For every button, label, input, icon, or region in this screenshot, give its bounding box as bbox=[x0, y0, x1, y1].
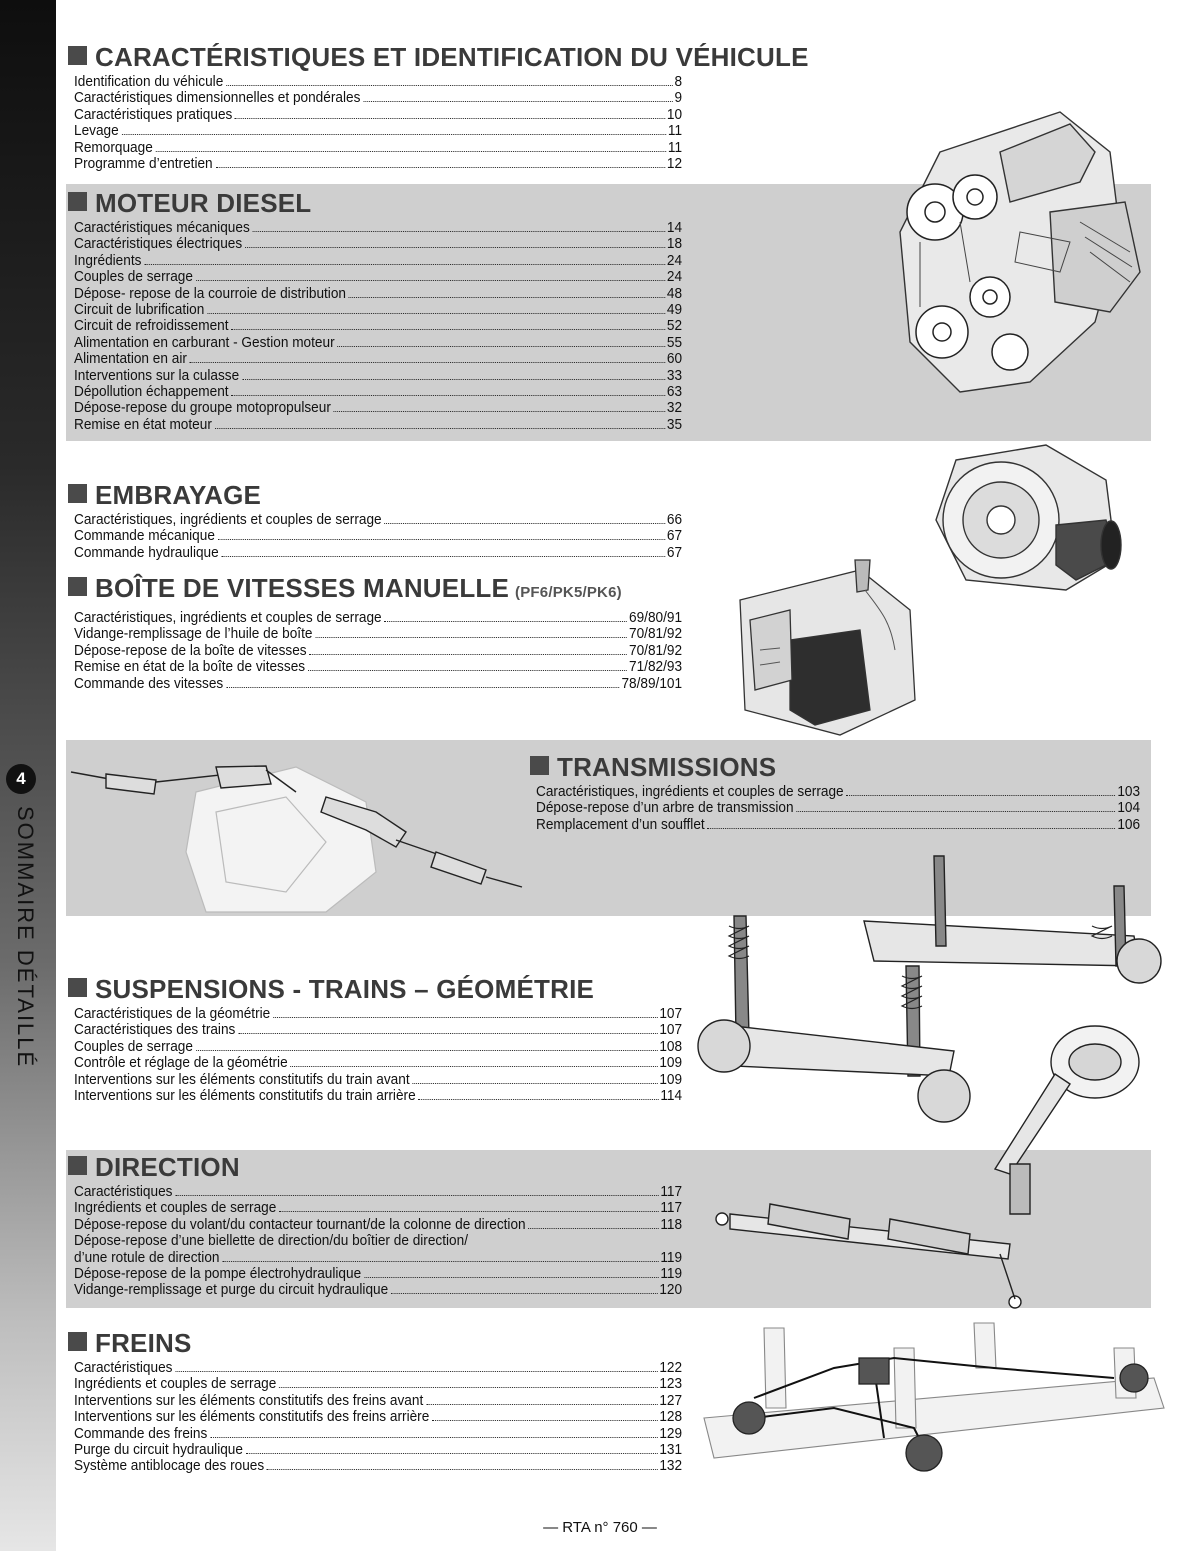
toc-entry bbox=[74, 643, 682, 659]
dot-leader bbox=[245, 247, 665, 248]
toc-entry-label: Interventions sur les éléments constitutifs du train arrière bbox=[74, 1087, 416, 1104]
toc-entry-page: 104 bbox=[1117, 800, 1141, 817]
dot-leader bbox=[222, 556, 666, 557]
dot-leader bbox=[226, 85, 673, 86]
toc-entry-page: 123 bbox=[659, 1376, 683, 1393]
toc-entry-label: Caractéristiques bbox=[74, 1184, 173, 1200]
toc-entry-label: Vidange-remplissage de l’huile de boîte bbox=[74, 626, 313, 643]
toc-entry bbox=[74, 220, 682, 236]
toc-entry-page: 14 bbox=[666, 220, 683, 236]
toc-list bbox=[74, 512, 682, 561]
toc-entry bbox=[74, 1376, 682, 1392]
dot-leader bbox=[190, 362, 665, 363]
toc-list bbox=[74, 610, 682, 692]
toc-entry-label: Circuit de refroidissement bbox=[74, 318, 229, 335]
toc-entry-page: 78/89/101 bbox=[621, 675, 683, 692]
toc-list bbox=[74, 1360, 682, 1475]
toc-entry bbox=[74, 417, 682, 433]
toc-entry bbox=[74, 676, 682, 692]
dot-leader bbox=[246, 1453, 658, 1454]
toc-entry-label: Alimentation en carburant - Gestion moteur bbox=[74, 334, 335, 351]
toc-entry-label: Remorquage bbox=[74, 139, 153, 156]
dot-leader bbox=[309, 654, 627, 655]
toc-entry bbox=[74, 1088, 682, 1104]
dot-leader bbox=[315, 637, 627, 638]
dot-leader bbox=[273, 1017, 657, 1018]
toc-entry bbox=[74, 384, 682, 400]
toc-entry bbox=[74, 156, 682, 172]
toc-entry-page: 107 bbox=[659, 1006, 683, 1022]
toc-entry bbox=[74, 1217, 682, 1233]
dot-leader bbox=[226, 687, 620, 688]
dot-leader bbox=[364, 1277, 658, 1278]
toc-entry-page: 11 bbox=[667, 123, 683, 140]
toc-entry-label: Circuit de lubrification bbox=[74, 301, 205, 318]
toc-entry-page: 67 bbox=[666, 544, 683, 561]
toc-entry-label: Levage bbox=[74, 123, 119, 140]
toc-entry-page: 119 bbox=[660, 1265, 683, 1282]
toc-entry-page: 109 bbox=[659, 1071, 683, 1088]
toc-entry-label: Dépose- repose de la courroie de distribution bbox=[74, 285, 347, 302]
toc-entry-label: d’une rotule de direction bbox=[74, 1249, 220, 1266]
toc-entry bbox=[74, 610, 682, 626]
dot-leader bbox=[349, 297, 665, 298]
toc-entry bbox=[74, 286, 682, 302]
bullet-square-icon bbox=[68, 484, 87, 503]
toc-entry-page: 120 bbox=[659, 1282, 683, 1299]
dot-leader bbox=[144, 264, 665, 265]
toc-entry bbox=[74, 236, 682, 252]
toc-entry-page: 32 bbox=[666, 400, 683, 417]
toc-list bbox=[74, 74, 682, 172]
toc-entry-page: 114 bbox=[660, 1087, 683, 1104]
dot-leader bbox=[196, 1050, 658, 1051]
toc-entry-page: 52 bbox=[666, 318, 683, 335]
toc-entry-label: Dépose-repose de la pompe électrohydraulique bbox=[74, 1265, 362, 1282]
toc-entry bbox=[74, 318, 682, 334]
toc-entry-page: 55 bbox=[666, 334, 683, 351]
toc-entry-page: 66 bbox=[666, 512, 683, 528]
dot-leader bbox=[796, 811, 1115, 812]
section-subtitle: (PF6/PK5/PK6) bbox=[515, 584, 622, 601]
toc-entry-label: Caractéristiques mécaniques bbox=[74, 220, 250, 236]
dot-leader bbox=[432, 1420, 657, 1421]
toc-entry-page: 12 bbox=[666, 155, 683, 172]
section-moteur bbox=[68, 188, 688, 433]
toc-entry-label: Caractéristiques, ingrédients et couples de serrage bbox=[74, 512, 382, 528]
dot-leader bbox=[207, 313, 665, 314]
dot-leader bbox=[384, 621, 627, 622]
toc-entry-label: Interventions sur les éléments constitutifs du train avant bbox=[74, 1071, 410, 1088]
dot-leader bbox=[267, 1469, 657, 1470]
toc-list bbox=[74, 220, 682, 433]
dot-leader bbox=[363, 101, 672, 102]
toc-entry-page: 10 bbox=[666, 106, 683, 123]
toc-entry-page: 128 bbox=[659, 1409, 683, 1426]
bullet-square-icon bbox=[68, 577, 87, 596]
toc-entry-label: Contrôle et réglage de la géométrie bbox=[74, 1055, 288, 1072]
dot-leader bbox=[215, 167, 665, 168]
toc-entry-label: Caractéristiques de la géométrie bbox=[74, 1006, 271, 1022]
toc-entry bbox=[74, 1360, 682, 1376]
toc-entry-page: 70/81/92 bbox=[629, 642, 683, 659]
bullet-square-icon bbox=[68, 978, 87, 997]
dot-leader bbox=[290, 1066, 657, 1067]
bullet-square-icon bbox=[68, 192, 87, 211]
sidebar-strip bbox=[0, 0, 56, 1551]
toc-entry-label: Identification du véhicule bbox=[74, 74, 224, 90]
toc-entry-label: Couples de serrage bbox=[74, 269, 193, 286]
toc-entry bbox=[74, 659, 682, 675]
toc-entry-page: 11 bbox=[667, 139, 683, 156]
toc-entry-label: Dépose-repose d’une biellette de direction/du boîtier de direction/ bbox=[74, 1233, 469, 1250]
toc-entry-label: Ingrédients et couples de serrage bbox=[74, 1200, 277, 1217]
clutch-illustration bbox=[926, 440, 1122, 596]
toc-entry-page: 132 bbox=[659, 1458, 683, 1475]
toc-entry-label: Commande des freins bbox=[74, 1425, 208, 1442]
toc-entry-label: Dépollution échappement bbox=[74, 383, 229, 400]
toc-entry-page: 131 bbox=[659, 1441, 683, 1458]
dot-leader bbox=[308, 670, 627, 671]
dot-leader bbox=[235, 118, 665, 119]
toc-entry bbox=[74, 302, 682, 318]
toc-entry-page: 63 bbox=[666, 383, 683, 400]
toc-entry-label: Ingrédients bbox=[74, 252, 142, 269]
dot-leader bbox=[334, 411, 665, 412]
section-title: DIRECTION bbox=[68, 1152, 708, 1182]
section-title: FREINS bbox=[68, 1328, 708, 1358]
toc-entry-page: 118 bbox=[660, 1216, 683, 1233]
dot-leader bbox=[242, 379, 665, 380]
toc-entry bbox=[74, 1266, 682, 1282]
toc-entry-label: Remise en état de la boîte de vitesses bbox=[74, 659, 306, 676]
section-title: MOTEUR DIESEL bbox=[68, 188, 688, 218]
toc-entry bbox=[74, 1282, 682, 1298]
toc-entry-page: 106 bbox=[1117, 816, 1141, 833]
section-transmissions bbox=[530, 752, 1150, 833]
engine-illustration bbox=[880, 92, 1150, 408]
toc-entry-label: Ingrédients et couples de serrage bbox=[74, 1376, 277, 1393]
dot-leader bbox=[222, 1261, 658, 1262]
section-title: TRANSMISSIONS bbox=[530, 752, 1150, 782]
dot-leader bbox=[337, 346, 665, 347]
toc-entry-page: 108 bbox=[659, 1038, 683, 1055]
toc-entry bbox=[74, 1442, 682, 1458]
toc-entry-page: 103 bbox=[1117, 784, 1141, 800]
toc-entry bbox=[74, 123, 682, 139]
toc-entry-label: Commande mécanique bbox=[74, 528, 215, 545]
toc-entry-label: Caractéristiques électriques bbox=[74, 236, 243, 253]
toc-list bbox=[74, 1184, 682, 1299]
section-embrayage bbox=[68, 480, 688, 561]
dot-leader bbox=[156, 151, 666, 152]
toc-entry-page: 129 bbox=[659, 1425, 683, 1442]
steering-illustration bbox=[710, 1014, 1150, 1314]
section-title: EMBRAYAGE bbox=[68, 480, 688, 510]
dot-leader bbox=[238, 1033, 657, 1034]
toc-entry-label: Interventions sur les éléments constitutifs des freins arrière bbox=[74, 1409, 430, 1426]
toc-entry-label: Caractéristiques, ingrédients et couples de serrage bbox=[74, 610, 382, 626]
toc-entry-page: 8 bbox=[674, 74, 683, 90]
gearbox-illustration bbox=[720, 550, 920, 738]
toc-entry-page: 70/81/92 bbox=[629, 626, 683, 643]
toc-entry bbox=[74, 1055, 682, 1071]
toc-entry-label: Caractéristiques bbox=[74, 1360, 173, 1376]
section-suspensions bbox=[68, 974, 708, 1104]
page-footer: — RTA n° 760 — bbox=[543, 1519, 657, 1536]
toc-entry-page: 117 bbox=[660, 1200, 683, 1217]
toc-entry-label: Purge du circuit hydraulique bbox=[74, 1441, 243, 1458]
page-number-badge: 4 bbox=[6, 764, 36, 794]
toc-entry-page: 33 bbox=[666, 367, 683, 384]
toc-entry bbox=[536, 800, 1140, 816]
section-freins bbox=[68, 1328, 708, 1475]
toc-entry bbox=[74, 1022, 682, 1038]
dot-leader bbox=[210, 1437, 657, 1438]
toc-entry bbox=[74, 1072, 682, 1088]
toc-entry bbox=[74, 1409, 682, 1425]
toc-entry-page: 117 bbox=[660, 1184, 683, 1200]
toc-entry-label: Commande hydraulique bbox=[74, 544, 219, 561]
toc-entry-page: 67 bbox=[666, 528, 683, 545]
toc-entry-label: Dépose-repose de la boîte de vitesses bbox=[74, 642, 307, 659]
toc-entry-label: Système antiblocage des roues bbox=[74, 1458, 265, 1475]
toc-entry-label: Interventions sur la culasse bbox=[74, 367, 240, 384]
toc-entry bbox=[74, 253, 682, 269]
toc-entry-page: 107 bbox=[659, 1022, 683, 1039]
toc-entry bbox=[536, 784, 1140, 800]
section-boite bbox=[68, 573, 708, 692]
section-caracteristiques bbox=[68, 42, 868, 172]
toc-entry bbox=[74, 368, 682, 384]
brakes-illustration bbox=[694, 1318, 1172, 1484]
toc-entry-page: 48 bbox=[666, 285, 683, 302]
dot-leader bbox=[391, 1293, 657, 1294]
toc-entry bbox=[74, 1426, 682, 1442]
toc-entry bbox=[74, 1393, 682, 1409]
toc-list bbox=[74, 1006, 682, 1104]
dot-leader bbox=[279, 1211, 658, 1212]
toc-entry-page: 69/80/91 bbox=[629, 610, 683, 626]
toc-entry-label: Commande des vitesses bbox=[74, 675, 224, 692]
toc-entry-page: 122 bbox=[659, 1360, 683, 1376]
toc-entry-label: Dépose-repose du volant/du contacteur tournant/de la colonne de direction bbox=[74, 1216, 526, 1233]
bullet-square-icon bbox=[68, 46, 87, 65]
toc-entry bbox=[74, 1250, 682, 1266]
dot-leader bbox=[175, 1195, 658, 1196]
bullet-square-icon bbox=[68, 1332, 87, 1351]
toc-entry-page: 18 bbox=[666, 236, 683, 253]
toc-entry bbox=[74, 351, 682, 367]
toc-entry bbox=[74, 107, 682, 123]
dot-leader bbox=[175, 1371, 657, 1372]
section-direction bbox=[68, 1152, 708, 1299]
bullet-square-icon bbox=[530, 756, 549, 775]
dot-leader bbox=[196, 280, 665, 281]
toc-entry-page: 35 bbox=[666, 416, 683, 433]
dot-leader bbox=[215, 428, 665, 429]
sidebar-title: SOMMAIRE DÉTAILLÉ bbox=[13, 806, 38, 1069]
toc-entry-label: Remplacement d’un soufflet bbox=[536, 816, 705, 833]
toc-entry-page: 24 bbox=[666, 252, 683, 269]
dot-leader bbox=[528, 1228, 658, 1229]
toc-entry-page: 71/82/93 bbox=[629, 659, 683, 676]
toc-entry-label: Dépose-repose d’un arbre de transmission bbox=[536, 800, 794, 817]
toc-entry bbox=[74, 1039, 682, 1055]
toc-entry bbox=[74, 90, 682, 106]
dot-leader bbox=[218, 539, 665, 540]
toc-entry-page: 109 bbox=[659, 1055, 683, 1072]
toc-entry-page: 119 bbox=[660, 1249, 683, 1266]
toc-entry bbox=[536, 817, 1140, 833]
toc-entry bbox=[74, 140, 682, 156]
toc-entry-label: Caractéristiques des trains bbox=[74, 1022, 236, 1039]
toc-entry bbox=[74, 528, 682, 544]
toc-entry-label: Caractéristiques dimensionnelles et pondérales bbox=[74, 90, 361, 107]
toc-entry bbox=[74, 1233, 682, 1249]
toc-entry bbox=[74, 74, 682, 90]
section-title: BOÎTE DE VITESSES MANUELLE (PF6/PK5/PK6) bbox=[68, 573, 708, 608]
toc-entry-label: Caractéristiques pratiques bbox=[74, 106, 233, 123]
toc-entry-label: Couples de serrage bbox=[74, 1038, 193, 1055]
section-title: CARACTÉRISTIQUES ET IDENTIFICATION DU VÉHICULE bbox=[68, 42, 868, 72]
driveshaft-illustration bbox=[66, 752, 526, 916]
toc-entry-page: 49 bbox=[666, 301, 683, 318]
toc-entry bbox=[74, 1184, 682, 1200]
toc-entry bbox=[74, 400, 682, 416]
toc-entry-label: Programme d’entretien bbox=[74, 155, 213, 172]
toc-entry-label: Remise en état moteur bbox=[74, 416, 212, 433]
toc-entry-label: Caractéristiques, ingrédients et couples de serrage bbox=[536, 784, 844, 800]
dot-leader bbox=[231, 395, 665, 396]
toc-entry-page: 24 bbox=[666, 269, 683, 286]
dot-leader bbox=[418, 1099, 658, 1100]
toc-entry-label: Vidange-remplissage et purge du circuit hydraulique bbox=[74, 1282, 389, 1299]
toc-entry bbox=[74, 545, 682, 561]
bullet-square-icon bbox=[68, 1156, 87, 1175]
dot-leader bbox=[279, 1387, 657, 1388]
toc-entry-label: Interventions sur les éléments constitutifs des freins avant bbox=[74, 1392, 424, 1409]
toc-list bbox=[536, 784, 1140, 833]
toc-entry bbox=[74, 1006, 682, 1022]
dot-leader bbox=[122, 134, 667, 135]
toc-entry bbox=[74, 1458, 682, 1474]
toc-entry bbox=[74, 512, 682, 528]
dot-leader bbox=[412, 1083, 657, 1084]
dot-leader bbox=[253, 231, 665, 232]
dot-leader bbox=[426, 1404, 657, 1405]
toc-entry-page: 60 bbox=[666, 351, 683, 368]
dot-leader bbox=[231, 329, 665, 330]
dot-leader bbox=[384, 523, 665, 524]
toc-entry-page: 9 bbox=[674, 90, 683, 107]
toc-entry bbox=[74, 1200, 682, 1216]
toc-entry bbox=[74, 335, 682, 351]
toc-entry-label: Dépose-repose du groupe motopropulseur bbox=[74, 400, 331, 417]
toc-entry-page: 127 bbox=[659, 1392, 683, 1409]
dot-leader bbox=[846, 795, 1115, 796]
section-title: SUSPENSIONS - TRAINS – GÉOMÉTRIE bbox=[68, 974, 708, 1004]
toc-entry bbox=[74, 626, 682, 642]
toc-entry-label: Alimentation en air bbox=[74, 351, 187, 368]
toc-entry bbox=[74, 269, 682, 285]
dot-leader bbox=[708, 828, 1116, 829]
